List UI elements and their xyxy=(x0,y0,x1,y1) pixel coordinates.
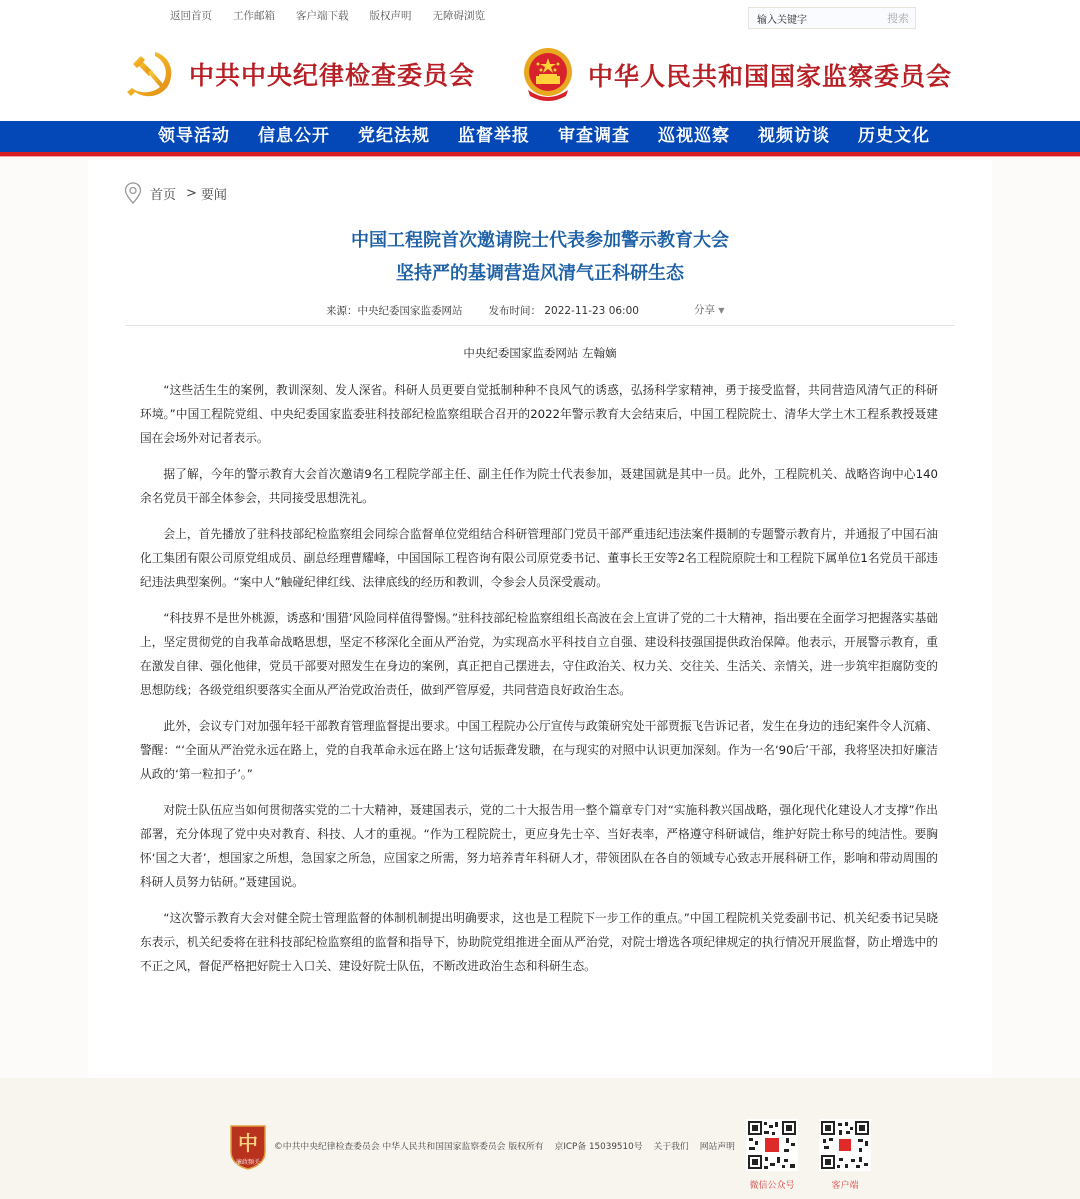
article-paragraph: 此外，会议专门对加强年轻干部教育管理监督提出要求。中国工程院办公厅宣传与政策研究处干部贾振飞告诉记者，发生在身边的违纪案件令人沉痛、警醒：“‘全面从严治党永远在路上，党的自我革命永远在路上’这句话振聋发聩，在与现实的对照中认识更加深刻。作为一名‘90后’干部，我将坚决扣好廉洁从政的‘第一粒扣子’。” xyxy=(140,719,938,781)
article-paragraph: “科技界不是世外桃源，诱惑和‘围猎’风险同样值得警惕。”驻科技部纪检监察组组长高波在会上宣讲了党的二十大精神，指出要在全面学习把握落实基础上，坚定贯彻党的自我革命战略思想，坚定不移深化全面从严治党，为实现高水平科技自立自强、建设科技强国提供政治保障。他表示，开展警示教育，重在激发自律、强化他律，党员干部要对照发生在身边的案例，真正把自己摆进去，守住政治关、权力关、交往关、生活关、亲情关，进一步筑牢拒腐防变的思想防线；各级党组织要落实全面从严治党政治责任，做到严管厚爱，共同营造良好政治生态。 xyxy=(140,611,938,697)
top-link-accessibility[interactable]: 无障碍浏览 xyxy=(432,10,485,22)
qr-code-icon xyxy=(746,1119,798,1171)
breadcrumb-current[interactable]: 要闻 xyxy=(200,187,227,203)
footer-copyright: ©中共中央纪律检查委员会 中华人民共和国国家监察委员会 版权所有 xyxy=(274,1142,544,1152)
footer-badge[interactable] xyxy=(228,1122,268,1174)
article-paragraph: “这些活生生的案例，教训深刻、发人深省。科研人员更要自觉抵制种种不良风气的诱惑，弘扬科学家精神，勇于接受监督，共同营造风清气正的科研环境。”中国工程院党组、中央纪委国家监委驻科技部纪检监察组联合召开的2022年警示教育大会结束后，中国工程院院士、清华大学土木工程系教授聂建国在会场外对记者表示。 xyxy=(140,383,938,445)
search-button[interactable]: 搜索 xyxy=(887,12,909,25)
article-paragraph: 会上，首先播放了驻科技部纪检监察组会同综合监督单位党组结合科研管理部门党员干部严重违纪违法案件摄制的专题警示教育片，并通报了中国石油化工集团有限公司原党组成员、副总经理曹耀峰，中国国际工程咨询有限公司原党委书记、董事长王安等2名工程院原院士和工程院下属单位1名党员干部违纪违法典型案例。“案中人”触碰纪律红线、法律底线的经历和教训，令参会人员深受震动。 xyxy=(140,527,938,589)
breadcrumb-separator: > xyxy=(186,185,197,201)
svg-text:廉政频关: 廉政频关 xyxy=(235,1159,261,1166)
qr-client xyxy=(819,1119,871,1191)
nav-item-inspection[interactable]: 巡视巡察 xyxy=(658,126,730,146)
top-header xyxy=(0,0,1080,120)
search-input[interactable]: 输入关键字 xyxy=(757,14,807,26)
nav-item-regulations[interactable]: 党纪法规 xyxy=(358,126,430,146)
top-link-home[interactable]: 返回首页 xyxy=(170,10,212,22)
breadcrumb-home[interactable]: 首页 xyxy=(150,187,177,203)
svg-text:中: 中 xyxy=(238,1131,258,1155)
search-box[interactable] xyxy=(748,7,916,29)
article-publish-time: 发布时间： 2022-11-23 06:00 xyxy=(488,305,639,317)
nav-item-info[interactable]: 信息公开 xyxy=(258,126,330,146)
article-container xyxy=(88,160,992,1078)
nav-item-report[interactable]: 监督举报 xyxy=(458,126,530,146)
share-button[interactable] xyxy=(694,302,725,317)
footer-about[interactable]: 关于我们 xyxy=(653,1142,689,1152)
article-paragraph: “这次警示教育大会对健全院士管理监督的体制机制提出明确要求，这也是工程院下一步工作的重点。”中国工程院机关党委副书记、机关纪委书记吴晓东表示，机关纪委将在驻科技部纪检监察组的监督和指导下，协助院党组推进全面从严治党，对院士增选各项纪律规定的执行情况开展监督，防止增选中的不正之风，督促严格把好院士入口关、建设好院士队伍，不断改进政治生态和科研生态。 xyxy=(140,911,938,973)
nsc-logo[interactable] xyxy=(522,46,952,104)
caret-down-icon: ▼ xyxy=(718,306,725,315)
qr-code-icon xyxy=(819,1119,871,1171)
top-link-mail[interactable]: 工作邮箱 xyxy=(233,10,275,22)
nsc-logo-text: 中华人民共和国国家监察委员会 xyxy=(588,62,953,91)
share-label: 分享 xyxy=(694,304,715,316)
national-emblem-icon xyxy=(522,46,574,104)
article-paragraph: 据了解，今年的警示教育大会首次邀请9名工程院学部主任、副主任作为院士代表参加，聂建国就是其中一员。此外，工程院机关、战略咨询中心140余名党员干部全体参会，共同接受思想洗礼。 xyxy=(140,467,938,505)
nav-item-video[interactable]: 视频访谈 xyxy=(758,126,830,146)
top-link-client-download[interactable]: 客户端下载 xyxy=(296,10,349,22)
breadcrumb xyxy=(124,182,227,204)
footer xyxy=(0,1078,1080,1199)
article-body xyxy=(140,378,938,990)
top-link-copyright[interactable]: 版权声明 xyxy=(369,10,412,22)
footer-icp[interactable]: 京ICP备 15039510号 xyxy=(554,1142,643,1152)
qr-client-caption: 客户端 xyxy=(831,1181,859,1191)
ccdi-logo[interactable] xyxy=(125,48,475,100)
article-paragraph: 对院士队伍应当如何贯彻落实党的二十大精神，聂建国表示，党的二十大报告用一整个篇章专门对“实施科教兴国战略，强化现代化建设人才支撑”作出部署，充分体现了党中央对教育、科技、人才的重视。“作为工程院院士，更应身先士卒、当好表率，严格遵守科研诚信，维护好院士称号的纯洁性。要胸怀‘国之大者’，想国家之所想，急国家之所急，应国家之所需，努力培养青年科研人才，带领团队在各自的领域专心致志开展科研工作，影响和带动周围的科研人员努力钻研。”聂建国说。 xyxy=(140,803,938,889)
top-links xyxy=(170,8,506,23)
location-pin-icon xyxy=(124,182,142,204)
nav-item-investigation[interactable]: 审查调查 xyxy=(558,126,630,146)
article-author: 中央纪委国家监委网站 左翰嫡 xyxy=(463,346,617,360)
qr-wechat-caption: 微信公众号 xyxy=(749,1181,795,1191)
article-title-line1: 中国工程院首次邀请院士代表参加警示教育大会 xyxy=(351,230,729,251)
footer-text xyxy=(274,1139,746,1152)
nav-pink-stripe xyxy=(0,156,1080,157)
article-source: 来源：中央纪委国家监委网站 xyxy=(326,305,463,317)
qr-wechat xyxy=(746,1119,798,1191)
ccdi-logo-text: 中共中央纪律检查委员会 xyxy=(189,61,476,90)
main-nav xyxy=(0,121,1080,152)
lianzheng-badge-icon xyxy=(228,1122,268,1170)
nav-item-leadership[interactable]: 领导活动 xyxy=(158,126,230,146)
article-title-line2: 坚持严的基调营造风清气正科研生态 xyxy=(396,263,684,284)
nav-item-history[interactable]: 历史文化 xyxy=(858,126,930,146)
article-meta xyxy=(326,303,639,318)
footer-statement[interactable]: 网站声明 xyxy=(699,1142,735,1152)
party-emblem-icon xyxy=(125,48,177,100)
meta-divider xyxy=(125,325,955,326)
